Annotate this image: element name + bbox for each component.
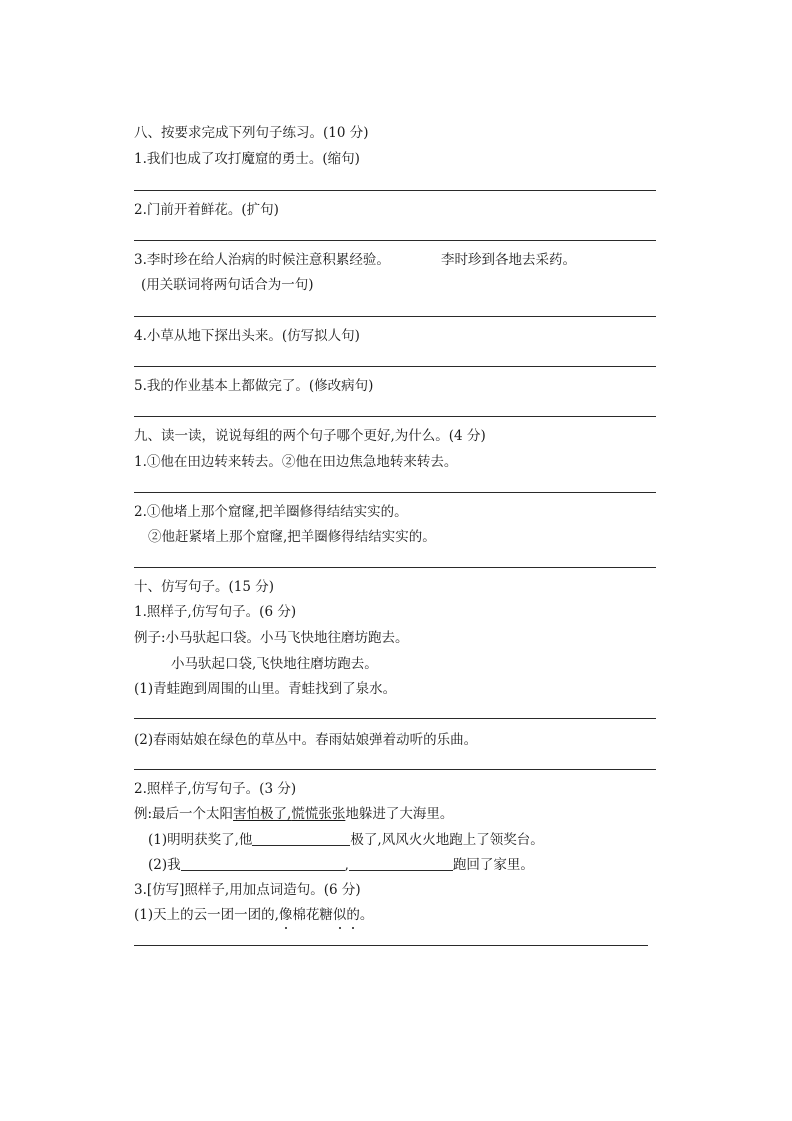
example-text-end: 地躲进了大海里。 — [345, 806, 454, 822]
part-10-1-title: 1.照样子,仿写句子。(6 分) — [134, 604, 297, 620]
answer-line-8-2[interactable] — [134, 240, 656, 241]
answer-line-9-1[interactable] — [134, 492, 656, 493]
question-8-1: 1.我们也成了攻打魔窟的勇士。(缩句) — [134, 151, 360, 167]
example-underlined-phrase-2: 慌慌张张 — [291, 806, 346, 822]
question-9-1: 1.①他在田边转来转去。②他在田边焦急地转来转去。 — [134, 454, 458, 470]
question-8-3-part-b: 李时珍到各地去采药。 — [441, 252, 576, 268]
question-8-3-note: (用关联词将两句话合为一句) — [141, 277, 314, 293]
question-8-2: 2.门前开着鲜花。(扩句) — [134, 202, 279, 218]
answer-line-10-3-1[interactable] — [134, 945, 648, 946]
answer-line-8-1[interactable] — [134, 190, 656, 191]
section-9-heading: 九、读一读，说说每组的两个句子哪个更好,为什么。(4 分) — [134, 428, 486, 444]
part-10-3-title: 3.[仿写]照样子,用加点词造句。(6 分) — [134, 882, 361, 898]
answer-line-10-1-2[interactable] — [134, 769, 656, 770]
question-9-2-a: 2.①他堵上那个窟窿,把羊圈修得结结实实的。 — [134, 504, 408, 520]
question-10-2-1-start: (1)明明获奖了,他 — [148, 832, 253, 848]
question-10-2-1-end: 极了,风风火火地跑上了领奖台。 — [350, 832, 544, 848]
example-underlined-phrase-1: 害怕极了, — [233, 806, 292, 822]
question-10-2-2-comma: , — [344, 857, 349, 873]
answer-line-9-2[interactable] — [134, 567, 656, 568]
question-10-3-1-middle: 棉花糖 — [292, 907, 333, 923]
section-8-heading: 八、按要求完成下列句子练习。(10 分) — [134, 125, 369, 141]
question-8-3-part-a: 3.李时珍在给人治病的时候注意积累经验。 — [134, 252, 390, 268]
question-10-3-1-end: 。 — [359, 907, 374, 923]
fill-blank-10-2-1[interactable] — [252, 831, 350, 846]
dotted-word-char-3: 的 — [346, 907, 360, 923]
answer-line-8-5[interactable] — [134, 416, 656, 417]
question-10-2-2-start: (2)我 — [148, 857, 181, 873]
dotted-word-char-2: 似 — [332, 907, 347, 923]
question-10-3-1 — [134, 906, 373, 924]
question-10-3-1-start: (1)天上的云一团一团的, — [134, 907, 279, 923]
fill-blank-10-2-2a[interactable] — [181, 856, 345, 871]
part-10-2-title: 2.照样子,仿写句子。(3 分) — [134, 781, 297, 797]
question-10-2-2 — [148, 856, 534, 874]
answer-line-10-1-1[interactable] — [134, 718, 656, 719]
question-9-2-b: ②他赶紧堵上那个窟窿,把羊圈修得结结实实的。 — [148, 529, 436, 545]
question-10-2-1 — [148, 831, 544, 849]
question-8-4: 4.小草从地下探出头来。(仿写拟人句) — [134, 328, 360, 344]
answer-line-8-3[interactable] — [134, 316, 656, 317]
part-10-1-example: 例子:小马驮起口袋。小马飞快地往磨坊跑去。 — [134, 630, 409, 646]
section-10-heading: 十、仿写句子。(15 分) — [134, 579, 275, 595]
fill-blank-10-2-2b[interactable] — [349, 856, 453, 871]
question-10-2-2-end: 跑回了家里。 — [452, 857, 534, 873]
question-10-1-1: (1)青蛙跑到周围的山里。青蛙找到了泉水。 — [134, 681, 397, 697]
question-8-5: 5.我的作业基本上都做完了。(修改病句) — [134, 378, 374, 394]
answer-line-8-4[interactable] — [134, 366, 656, 367]
part-10-1-example-answer: 小马驮起口袋,飞快地往磨坊跑去。 — [171, 656, 378, 672]
example-text-start: 例:最后一个太阳 — [134, 806, 234, 822]
dotted-word-char-1: 像 — [278, 907, 293, 923]
part-10-2-example — [134, 805, 453, 823]
question-10-1-2: (2)春雨姑娘在绿色的草丛中。春雨姑娘弹着动听的乐曲。 — [134, 732, 478, 748]
